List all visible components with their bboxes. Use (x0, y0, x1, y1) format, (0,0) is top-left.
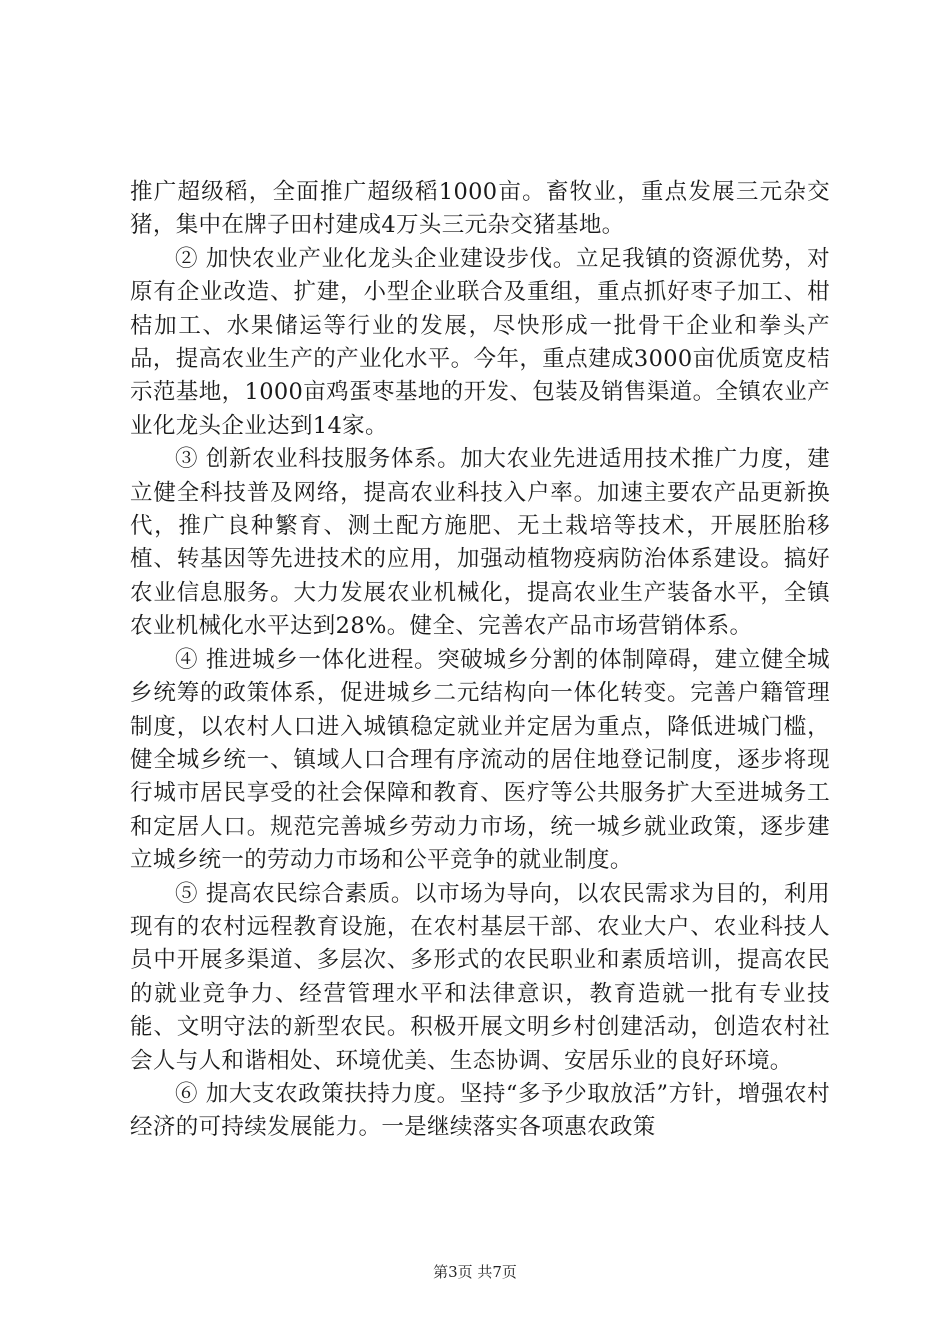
page-number-footer: 第3页 共7页 (433, 1263, 517, 1281)
document-body (130, 176, 830, 1145)
paragraph-item-5: ⑤ 提高农民综合素质。以市场为导向，以农民需求为目的，利用现有的农村远程教育设施，在农村基层干部、农业大户、农业科技人员中开展多渠道、多层次、多形式的农民职业和素质培训，提高农民的就业竞争力、经营管理水平和法律意识，教育造就一批有专业技能、文明守法的新型农民。积极开展文明乡村创建活动，创造农村社会人与人和谐相处、环境优美、生态协调、安居乐业的良好环境。 (130, 880, 830, 1074)
paragraph-item-4: ④ 推进城乡一体化进程。突破城乡分割的体制障碍，建立健全城乡统筹的政策体系，促进城乡二元结构向一体化转变。完善户籍管理制度，以农村人口进入城镇稳定就业并定居为重点，降低进城门槛，健全城乡统一、镇域人口合理有序流动的居住地登记制度，逐步将现行城市居民享受的社会保障和教育、医疗等公共服务扩大至进城务工和定居人口。规范完善城乡劳动力市场，统一城乡就业政策，逐步建立城乡统一的劳动力市场和公平竞争的就业制度。 (130, 646, 830, 874)
paragraph-item-3: ③ 创新农业科技服务体系。加大农业先进适用技术推广力度，建立健全科技普及网络，提高农业科技入户率。加速主要农产品更新换代，推广良种繁育、测土配方施肥、无土栽培等技术，开展胚胎移植、转基因等先进技术的应用，加强动植物疫病防治体系建设。搞好农业信息服务。大力发展农业机械化，提高农业生产装备水平，全镇农业机械化水平达到28%。健全、完善农产品市场营销体系。 (130, 446, 830, 640)
paragraph-item-2: ② 加快农业产业化龙头企业建设步伐。立足我镇的资源优势，对原有企业改造、扩建，小型企业联合及重组，重点抓好枣子加工、柑桔加工、水果储运等行业的发展，尽快形成一批骨干企业和拳头产品，提高农业生产的产业化水平。今年，重点建成3000亩优质宽皮桔示范基地，1000亩鸡蛋枣基地的开发、包装及销售渠道。全镇农业产业化龙头企业达到14家。 (130, 245, 830, 439)
paragraph-item-6: ⑥ 加大支农政策扶持力度。坚持“多予少取放活”方针，增强农村经济的可持续发展能力。一是继续落实各项惠农政策 (130, 1080, 830, 1141)
paragraph-continued: 推广超级稻，全面推广超级稻1000亩。畜牧业，重点发展三元杂交猪，集中在牌子田村建成4万头三元杂交猪基地。 (130, 179, 830, 239)
